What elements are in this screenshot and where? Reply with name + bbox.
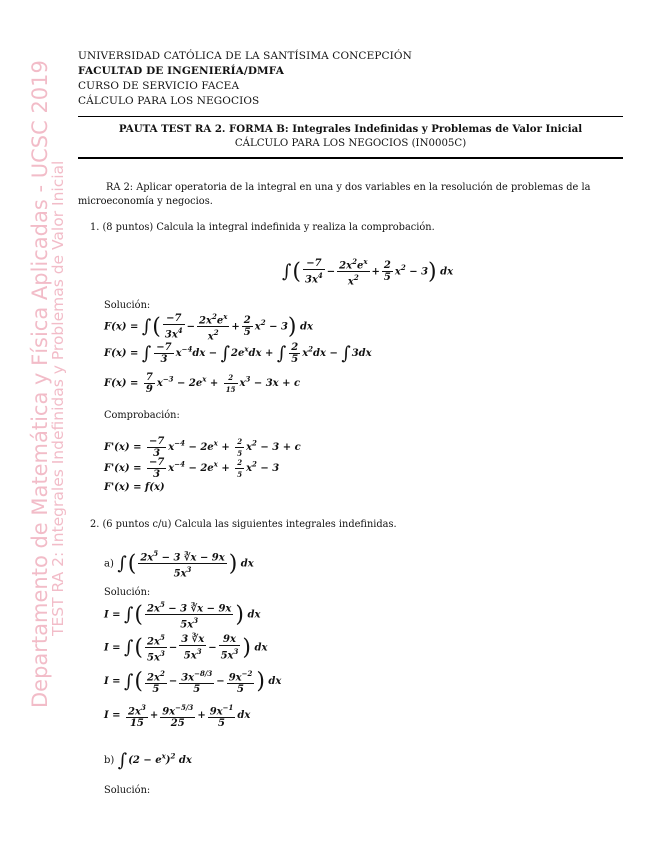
q1-solution-step-1: F(x) = ∫( $\frac{-7}{3x^4}$ − $\frac{2x^2e^x}{x^2}$ + $\frac{2}{5}$ $x^2 - 3$) dx [104,312,313,343]
question-2-label: 2. (6 puntos c/u) Calcula las siguientes integrales indefinidas. [90,519,397,530]
watermark-department: Departamento de Matemática y Física Aplicadas - UCSC 2019 [28,60,52,708]
q2b-statement: b) $\int(2 - e^x)^2$ dx [104,750,192,771]
q2a-step-2: I = ∫( $\frac{2x^5}{5x^3}$ − $\frac{3 ∛x}{5x^3}$ − $\frac{9x}{5x^3}$ ) dx [104,633,268,664]
q1-check-step-2: F'(x) = $\frac{-7}{3}$ $x^{-4} - 2e^x$ + $\frac{2}{5}$ $x^2 - 3$ [104,457,280,480]
q2b-label: b) [104,755,115,766]
q1-check-step-3: F'(x) = f(x) [104,482,165,493]
q1-integral-statement: ∫( $\frac{-7}{3x^4}$ − $\frac{2x^2e^x}{x^2}$ + $\frac{2}{5}$ $x^2 - 3$) dx [282,257,454,288]
q2a-solution-label: Solución: [104,587,151,598]
intro-paragraph: RA 2: Aplicar operatoria de la integral en una y dos variables en la resolución de problemas de la microeconomía y negocios. [78,182,591,207]
q1-solution-step-3: F(x) = $\frac{7}{9}$ $x^{-3} - 2e^x$ + $\frac{2}{15}$ $x^3 - 3x + c$ [104,372,301,395]
title-bottom-rule [78,157,623,159]
page-title: PAUTA TEST RA 2. FORMA B: Integrales Indefinidas y Problemas de Valor Inicial [118,123,583,135]
header-faculty: FACULTAD DE INGENIERÍA/DMFA [78,65,284,77]
q1-solution-label: Solución: [104,300,151,311]
q2a-statement: a) ∫( $\frac{2x^5 - 3 ∛x - 9x}{5x^3}$ ) dx [104,549,254,580]
q2a-step-1: I = ∫( $\frac{2x^5 - 3 ∛x - 9x}{5x^3}$ ) dx [104,600,261,631]
q1-check-label: Comprobación: [104,410,180,421]
q2a-label: a) [104,558,114,570]
header-university: UNIVERSIDAD CATÓLICA DE LA SANTÍSIMA CONCEPCIÓN [78,50,412,62]
q2a-step-4: I = $\frac{2x^3}{15}$ + $\frac{9x^{-5/3}}{25}$ + $\frac{9x^{-1}}{5}$ dx [104,703,251,730]
header-course-name: CÁLCULO PARA LOS NEGOCIOS [78,95,260,107]
question-1-label: 1. (8 puntos) Calcula la integral indefinida y realiza la comprobación. [90,222,435,233]
q2b-solution-label: Solución: [104,785,151,796]
q2a-step-3: I = ∫( $\frac{2x^2}{5}$ − $\frac{3x^{-8/3}}{5}$ − $\frac{9x^{-2}}{5}$ ) dx [104,669,282,696]
watermark-test-title: TEST RA 2: Integrales Indefinidas y Problemas de Valor Inicial [49,160,67,636]
title-top-rule [78,116,623,117]
q1-check-step-1: F'(x) = $\frac{-7}{3}$ $x^{-4} - 2e^x$ + $\frac{2}{5}$ $x^2 - 3 + c$ [104,436,301,459]
header-course-type: CURSO DE SERVICIO FACEA [78,80,240,92]
q1-solution-step-2: F(x) = ∫ $\frac{-7}{3}$ $x^{-4}dx - \int 2e^xdx$ + ∫ $\frac{2}{5}$ $x^2dx - \int 3dx$ [104,342,372,365]
page-subtitle: CÁLCULO PARA LOS NEGOCIOS (IN0005C) [234,138,467,149]
